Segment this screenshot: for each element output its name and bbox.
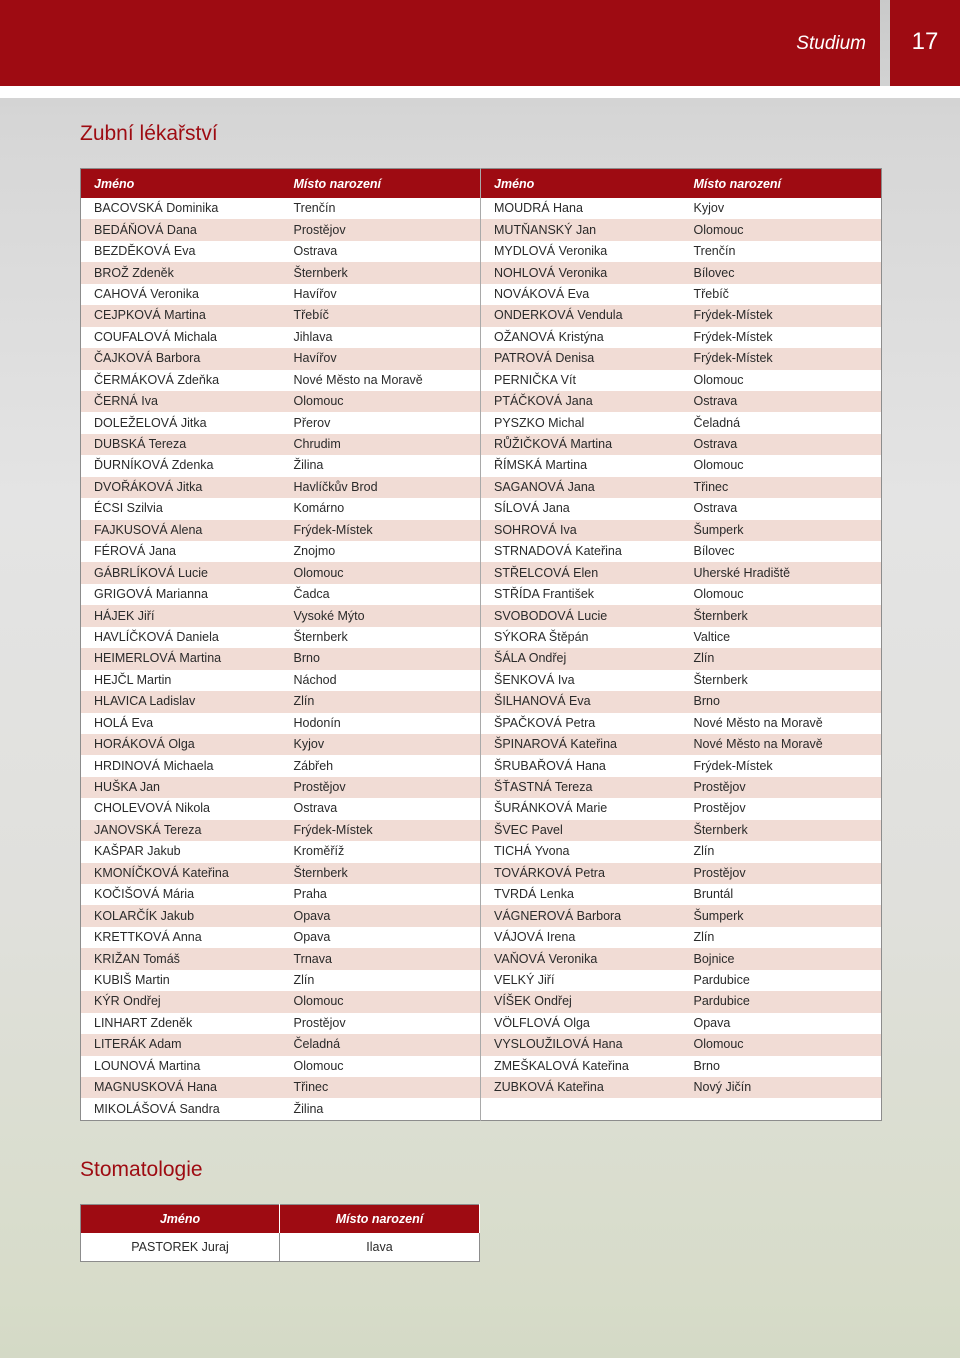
cell-name: KRIŽAN Tomáš — [81, 948, 281, 969]
cell-birthplace: Nový Jičín — [681, 1077, 882, 1098]
table-row — [81, 927, 882, 948]
cell-name: KOČIŠOVÁ Mária — [81, 884, 281, 905]
cell-birthplace: Kyjov — [281, 734, 481, 755]
cell-birthplace: Čadca — [281, 584, 481, 605]
cell-birthplace: Třinec — [681, 477, 882, 498]
table-body — [81, 198, 882, 1120]
cell-name: SVOBODOVÁ Lucie — [481, 605, 681, 626]
cell-birthplace: Brno — [281, 648, 481, 669]
table-row — [81, 284, 882, 305]
cell-birthplace: Náchod — [281, 670, 481, 691]
cell-name: BEZDĚKOVÁ Eva — [81, 241, 281, 262]
cell-name: PYSZKO Michal — [481, 412, 681, 433]
table-row — [81, 1233, 480, 1262]
cell-name: ĎURNÍKOVÁ Zdenka — [81, 455, 281, 476]
cell-name: SOHROVÁ Iva — [481, 520, 681, 541]
cell-name: GÁBRLÍKOVÁ Lucie — [81, 562, 281, 583]
cell-name: NOVÁKOVÁ Eva — [481, 284, 681, 305]
cell-name: KMONÍČKOVÁ Kateřina — [81, 863, 281, 884]
column-header-name: Jméno — [81, 169, 281, 199]
cell-name: STŘELCOVÁ Elen — [481, 562, 681, 583]
table-row — [81, 755, 882, 776]
cell-name: BACOVSKÁ Dominika — [81, 198, 281, 219]
cell-birthplace: Šternberk — [681, 605, 882, 626]
cell-birthplace: Kyjov — [681, 198, 882, 219]
cell-name: MUTŇANSKÝ Jan — [481, 219, 681, 240]
table-header-row — [81, 1205, 480, 1234]
cell-name: MAGNUSKOVÁ Hana — [81, 1077, 281, 1098]
cell-name: KOLARČÍK Jakub — [81, 905, 281, 926]
column-header-name: Jméno — [81, 1205, 280, 1234]
table-row — [81, 820, 882, 841]
cell-birthplace: Frýdek-Místek — [681, 348, 882, 369]
stomatology-section-title: Stomatologie — [80, 1158, 203, 1181]
cell-birthplace: Přerov — [281, 412, 481, 433]
cell-birthplace: Nové Město na Moravě — [681, 713, 882, 734]
column-header-birthplace: Místo narození — [280, 1205, 480, 1234]
cell-name: VÁGNEROVÁ Barbora — [481, 905, 681, 926]
cell-name: VÍŠEK Ondřej — [481, 991, 681, 1012]
table-row — [81, 348, 882, 369]
cell-birthplace: Čeladná — [281, 1034, 481, 1055]
dental-graduates-table — [80, 168, 882, 1121]
table-row — [81, 1056, 882, 1077]
cell-name: PTÁČKOVÁ Jana — [481, 391, 681, 412]
cell-birthplace: Jihlava — [281, 327, 481, 348]
cell-name: ŠILHANOVÁ Eva — [481, 691, 681, 712]
column-header-birthplace: Místo narození — [281, 169, 481, 199]
cell-name: MYDLOVÁ Veronika — [481, 241, 681, 262]
cell-birthplace: Šternberk — [281, 262, 481, 283]
cell-name: VELKÝ Jiří — [481, 970, 681, 991]
header-divider — [0, 86, 960, 98]
cell-name: VÁJOVÁ Irena — [481, 927, 681, 948]
cell-name: OŽANOVÁ Kristýna — [481, 327, 681, 348]
cell-name: TVRDÁ Lenka — [481, 884, 681, 905]
cell-birthplace: Bojnice — [681, 948, 882, 969]
cell-birthplace: Bruntál — [681, 884, 882, 905]
table-row — [81, 562, 882, 583]
table-row — [81, 1077, 882, 1098]
table-row — [81, 305, 882, 326]
cell-birthplace: Ostrava — [281, 241, 481, 262]
cell-birthplace: Prostějov — [281, 219, 481, 240]
cell-birthplace: Frýdek-Místek — [681, 305, 882, 326]
cell-birthplace: Kroměříž — [281, 841, 481, 862]
cell-name: ONDERKOVÁ Vendula — [481, 305, 681, 326]
cell-birthplace: Prostějov — [681, 777, 882, 798]
cell-name: SÍLOVÁ Jana — [481, 498, 681, 519]
cell-birthplace: Prostějov — [681, 863, 882, 884]
cell-birthplace: Ilava — [280, 1233, 480, 1262]
cell-birthplace: Nové Město na Moravě — [681, 734, 882, 755]
cell-name: HEIMERLOVÁ Martina — [81, 648, 281, 669]
cell-name: ÉCSI Szilvia — [81, 498, 281, 519]
table-row — [81, 777, 882, 798]
cell-birthplace: Zlín — [281, 691, 481, 712]
cell-name: CAHOVÁ Veronika — [81, 284, 281, 305]
cell-name: FÉROVÁ Jana — [81, 541, 281, 562]
cell-name: CHOLEVOVÁ Nikola — [81, 798, 281, 819]
table-row — [81, 1013, 882, 1034]
column-header-name: Jméno — [481, 169, 681, 199]
cell-name: KRETTKOVÁ Anna — [81, 927, 281, 948]
cell-name: VÖLFLOVÁ Olga — [481, 1013, 681, 1034]
cell-name: COUFALOVÁ Michala — [81, 327, 281, 348]
table-row — [81, 713, 882, 734]
cell-birthplace: Šternberk — [681, 670, 882, 691]
cell-birthplace: Trenčín — [681, 241, 882, 262]
cell-birthplace: Brno — [681, 1056, 882, 1077]
column-header-birthplace: Místo narození — [681, 169, 882, 199]
cell-name: ŠŤASTNÁ Tereza — [481, 777, 681, 798]
table-row — [81, 627, 882, 648]
cell-name: ČERNÁ Iva — [81, 391, 281, 412]
cell-name: HUŠKA Jan — [81, 777, 281, 798]
cell-name: LINHART Zdeněk — [81, 1013, 281, 1034]
cell-birthplace: Opava — [281, 927, 481, 948]
cell-name: TOVÁRKOVÁ Petra — [481, 863, 681, 884]
cell-birthplace: Havlíčkův Brod — [281, 477, 481, 498]
cell-name: HÁJEK Jiří — [81, 605, 281, 626]
table-row — [81, 262, 882, 283]
cell-birthplace: Pardubice — [681, 991, 882, 1012]
cell-name: ŠÁLA Ondřej — [481, 648, 681, 669]
cell-birthplace: Opava — [281, 905, 481, 926]
cell-name: VYSLOUŽILOVÁ Hana — [481, 1034, 681, 1055]
table-row — [81, 863, 882, 884]
cell-name: ČERMÁKOVÁ Zdeňka — [81, 370, 281, 391]
cell-birthplace: Olomouc — [681, 370, 882, 391]
table-row — [81, 370, 882, 391]
cell-birthplace: Havířov — [281, 348, 481, 369]
cell-birthplace: Valtice — [681, 627, 882, 648]
cell-birthplace: Ostrava — [681, 391, 882, 412]
page-number: 17 — [911, 28, 939, 55]
cell-name: STRNADOVÁ Kateřina — [481, 541, 681, 562]
table-row — [81, 541, 882, 562]
cell-name: NOHLOVÁ Veronika — [481, 262, 681, 283]
table-row — [81, 905, 882, 926]
table-row — [81, 691, 882, 712]
table-row — [81, 734, 882, 755]
table-row — [81, 520, 882, 541]
cell-birthplace: Šternberk — [281, 627, 481, 648]
cell-birthplace: Trnava — [281, 948, 481, 969]
dental-section-title: Zubní lékařství — [80, 122, 218, 145]
table-row — [81, 605, 882, 626]
cell-birthplace: Zábřeh — [281, 755, 481, 776]
table-row — [81, 948, 882, 969]
cell-birthplace: Olomouc — [681, 455, 882, 476]
cell-birthplace: Zlín — [681, 648, 882, 669]
header-bar — [0, 0, 880, 86]
cell-name: KUBIŠ Martin — [81, 970, 281, 991]
table-row — [81, 970, 882, 991]
cell-name: ŠENKOVÁ Iva — [481, 670, 681, 691]
cell-name: HAVLÍČKOVÁ Daniela — [81, 627, 281, 648]
cell-birthplace: Šumperk — [681, 905, 882, 926]
cell-birthplace: Bílovec — [681, 541, 882, 562]
cell-name: JANOVSKÁ Tereza — [81, 820, 281, 841]
cell-birthplace: Ostrava — [681, 498, 882, 519]
table-row — [81, 434, 882, 455]
cell-name: TICHÁ Yvona — [481, 841, 681, 862]
cell-birthplace: Šternberk — [281, 863, 481, 884]
table-row — [81, 327, 882, 348]
cell-birthplace: Prostějov — [681, 798, 882, 819]
cell-name: HEJČL Martin — [81, 670, 281, 691]
table-row — [81, 498, 882, 519]
table-row — [81, 884, 882, 905]
cell-birthplace: Opava — [681, 1013, 882, 1034]
cell-birthplace: Šumperk — [681, 520, 882, 541]
cell-birthplace: Šternberk — [681, 820, 882, 841]
cell-birthplace: Prostějov — [281, 1013, 481, 1034]
cell-name: HORÁKOVÁ Olga — [81, 734, 281, 755]
cell-birthplace: Havířov — [281, 284, 481, 305]
cell-birthplace: Prostějov — [281, 777, 481, 798]
cell-name: VAŇOVÁ Veronika — [481, 948, 681, 969]
cell-name: PASTOREK Juraj — [81, 1233, 280, 1262]
cell-name: HLAVICA Ladislav — [81, 691, 281, 712]
cell-birthplace: Třebíč — [681, 284, 882, 305]
cell-birthplace: Frýdek-Místek — [281, 820, 481, 841]
cell-birthplace — [681, 1098, 882, 1120]
cell-birthplace: Hodonín — [281, 713, 481, 734]
cell-name: ŠVEC Pavel — [481, 820, 681, 841]
cell-birthplace: Bílovec — [681, 262, 882, 283]
table-row — [81, 1034, 882, 1055]
cell-birthplace: Znojmo — [281, 541, 481, 562]
cell-name: MOUDRÁ Hana — [481, 198, 681, 219]
cell-birthplace: Žilina — [281, 455, 481, 476]
cell-name: SÝKORA Štěpán — [481, 627, 681, 648]
cell-name: ŠPAČKOVÁ Petra — [481, 713, 681, 734]
cell-name: ŘÍMSKÁ Martina — [481, 455, 681, 476]
table-row — [81, 648, 882, 669]
cell-name: DUBSKÁ Tereza — [81, 434, 281, 455]
cell-birthplace: Zlín — [681, 927, 882, 948]
cell-birthplace: Třebíč — [281, 305, 481, 326]
cell-birthplace: Žilina — [281, 1098, 481, 1120]
table-row — [81, 584, 882, 605]
table-header-row — [81, 169, 882, 199]
cell-birthplace: Frýdek-Místek — [281, 520, 481, 541]
cell-birthplace: Olomouc — [281, 991, 481, 1012]
cell-name: ŠPINAROVÁ Kateřina — [481, 734, 681, 755]
cell-name: HOLÁ Eva — [81, 713, 281, 734]
cell-name: BEDÁŇOVÁ Dana — [81, 219, 281, 240]
cell-birthplace: Frýdek-Místek — [681, 755, 882, 776]
table-row — [81, 477, 882, 498]
cell-birthplace: Nové Město na Moravě — [281, 370, 481, 391]
cell-birthplace: Olomouc — [281, 391, 481, 412]
cell-name: ZUBKOVÁ Kateřina — [481, 1077, 681, 1098]
cell-name: KAŠPAR Jakub — [81, 841, 281, 862]
cell-name: HRDINOVÁ Michaela — [81, 755, 281, 776]
stomatology-graduates-table — [80, 1204, 480, 1262]
cell-birthplace: Praha — [281, 884, 481, 905]
cell-name: KÝR Ondřej — [81, 991, 281, 1012]
cell-name: LITERÁK Adam — [81, 1034, 281, 1055]
cell-name: CEJPKOVÁ Martina — [81, 305, 281, 326]
table-row — [81, 991, 882, 1012]
cell-name: SAGANOVÁ Jana — [481, 477, 681, 498]
cell-name: DOLEŽELOVÁ Jitka — [81, 412, 281, 433]
cell-name — [481, 1098, 681, 1120]
cell-name: GRIGOVÁ Marianna — [81, 584, 281, 605]
section-label: Studium — [796, 33, 866, 54]
cell-birthplace: Pardubice — [681, 970, 882, 991]
table-row — [81, 1098, 882, 1120]
cell-name: ČAJKOVÁ Barbora — [81, 348, 281, 369]
cell-birthplace: Trenčín — [281, 198, 481, 219]
table-row — [81, 198, 882, 219]
cell-birthplace: Frýdek-Místek — [681, 327, 882, 348]
cell-birthplace: Třinec — [281, 1077, 481, 1098]
table-row — [81, 670, 882, 691]
cell-birthplace: Brno — [681, 691, 882, 712]
table-row — [81, 798, 882, 819]
cell-name: ŠRUBAŘOVÁ Hana — [481, 755, 681, 776]
cell-name: ŠURÁNKOVÁ Marie — [481, 798, 681, 819]
cell-birthplace: Zlín — [681, 841, 882, 862]
cell-name: STŘÍDA František — [481, 584, 681, 605]
cell-birthplace: Chrudim — [281, 434, 481, 455]
cell-name: FAJKUSOVÁ Alena — [81, 520, 281, 541]
cell-birthplace: Ostrava — [281, 798, 481, 819]
cell-birthplace: Vysoké Mýto — [281, 605, 481, 626]
cell-birthplace: Olomouc — [681, 219, 882, 240]
table-row — [81, 412, 882, 433]
cell-birthplace: Olomouc — [681, 1034, 882, 1055]
cell-name: MIKOLÁŠOVÁ Sandra — [81, 1098, 281, 1120]
cell-name: LOUNOVÁ Martina — [81, 1056, 281, 1077]
cell-birthplace: Čeladná — [681, 412, 882, 433]
cell-name: ZMEŠKALOVÁ Kateřina — [481, 1056, 681, 1077]
table-row — [81, 455, 882, 476]
table-body — [81, 1233, 480, 1262]
cell-name: DVOŘÁKOVÁ Jitka — [81, 477, 281, 498]
cell-name: PERNIČKA Vít — [481, 370, 681, 391]
cell-birthplace: Olomouc — [681, 584, 882, 605]
cell-birthplace: Olomouc — [281, 562, 481, 583]
cell-birthplace: Ostrava — [681, 434, 882, 455]
table-row — [81, 219, 882, 240]
cell-name: RŮŽIČKOVÁ Martina — [481, 434, 681, 455]
cell-name: PATROVÁ Denisa — [481, 348, 681, 369]
table-row — [81, 841, 882, 862]
cell-birthplace: Uherské Hradiště — [681, 562, 882, 583]
table-row — [81, 391, 882, 412]
cell-name: BROŽ Zdeněk — [81, 262, 281, 283]
cell-birthplace: Olomouc — [281, 1056, 481, 1077]
cell-birthplace: Komárno — [281, 498, 481, 519]
cell-birthplace: Zlín — [281, 970, 481, 991]
page-number-box — [890, 0, 960, 86]
table-row — [81, 241, 882, 262]
